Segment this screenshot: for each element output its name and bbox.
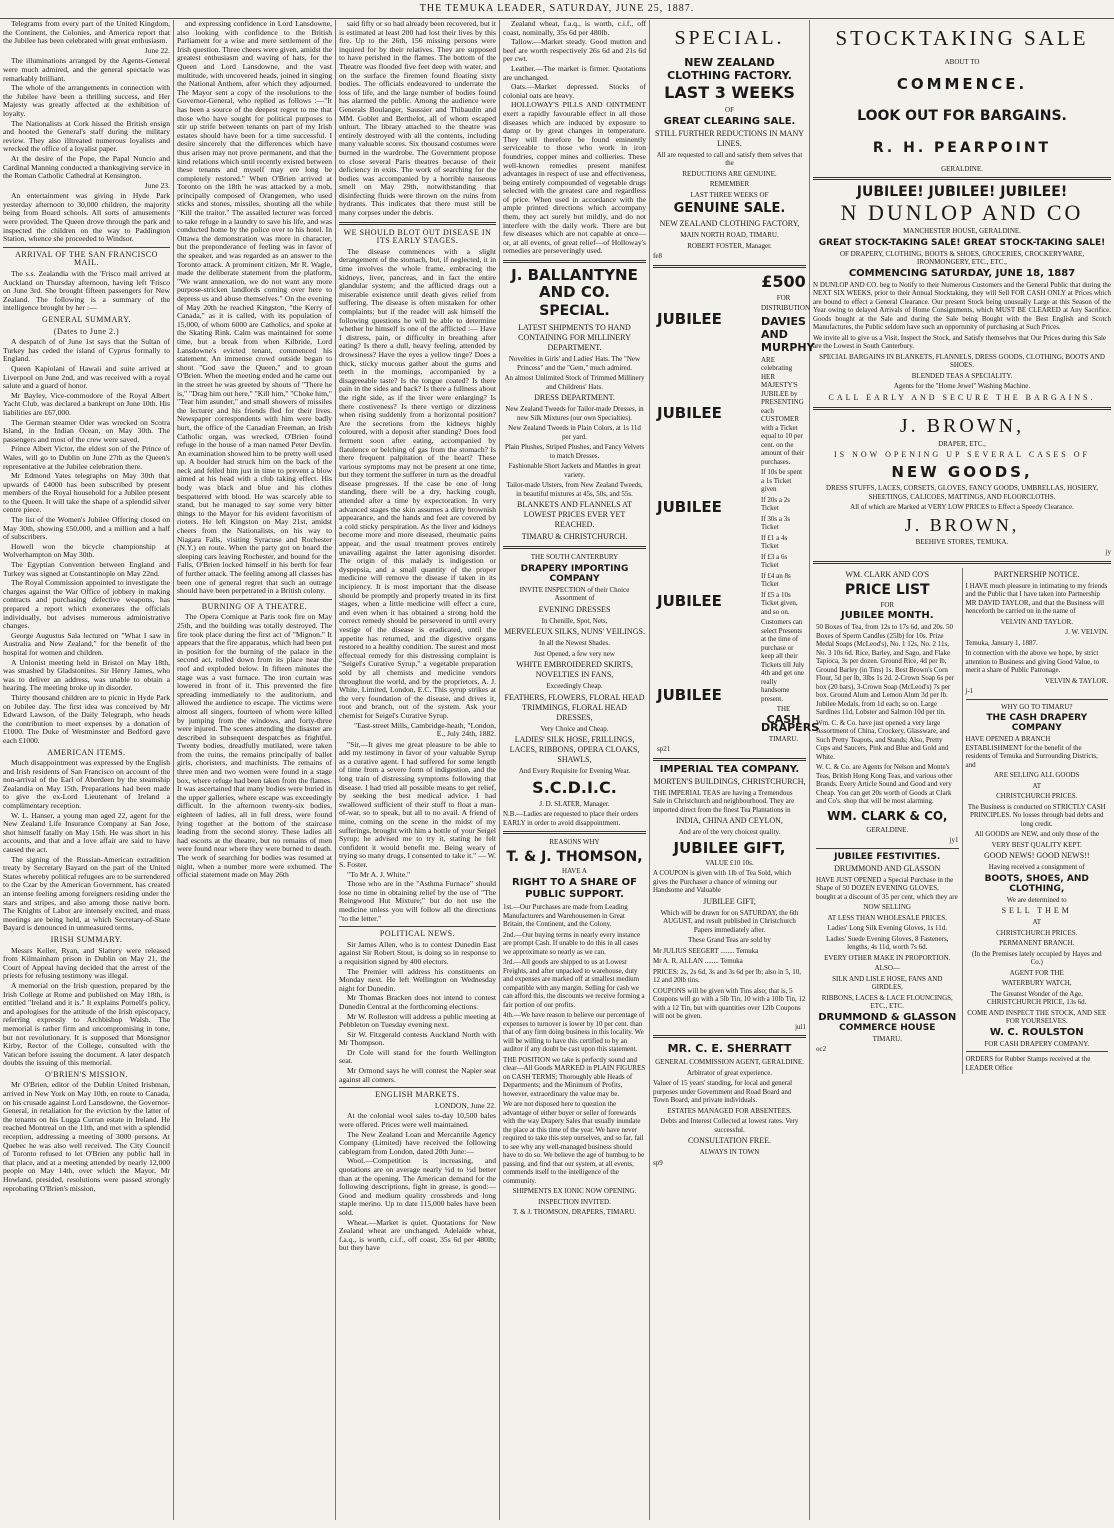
advert-heading: JUBILEE MONTH. [840, 610, 934, 621]
advert-heading: GENUINE SALE. [673, 201, 786, 216]
advert-line: Fashionable Short Jackets and Mantles in great variety. [508, 462, 641, 479]
news-paragraph: Tallow.—Market steady. Good mutton and beef are worth respectively 26s 6d and 21s 6d per cwt. [503, 37, 646, 64]
advert-line: J. D. SLATER, Manager. [539, 799, 610, 808]
advert-line: VALUE £10 10s. [705, 858, 754, 867]
news-paragraph: Mr Edmond Yates telegraphs on May 30th that upwards of £4000 has been subscribed by present members of the Royal household for a Jubilee present to the Queen. It will take the shape of a splendid silver centre piece. [3, 471, 170, 515]
ticket-line: If £1 a 4s Ticket [761, 533, 788, 550]
advert-line: FOR [776, 293, 791, 302]
news-paragraph: Wheat.—Market is quiet. Quotations for New Zealand wheat are unchanged. Adelaide wheat, f.a.q., is worth, c.i.f., off coast, 35s 6d per 480lb; but they have [339, 1217, 496, 1253]
news-paragraph: Mr Thomas Bracken does not intend to contest Dunedin Central at the forthcoming elections. [339, 993, 496, 1011]
advert-line: An almost Unlimited Stock of Trimmed Millinery and Childrens' Hats. [504, 374, 645, 391]
news-column-3 [336, 20, 500, 1520]
advert-line: INVITE INSPECTION of their Choice Assortment of [519, 585, 630, 603]
south-canterbury-advertisement [503, 553, 646, 827]
advert-code: j-1 [965, 687, 974, 695]
advert-title: W. C. ROULSTON [989, 1026, 1084, 1038]
advert-heading: CASH DRAPERS [761, 712, 820, 734]
news-paragraph: A Unionist meeting held in Bristol on May 18th, was smashed by Gladstonites. Sir Henry James, who was to deliver an address, was unable to obtain a hearing. The meeting broke up in disorder. [3, 657, 170, 693]
news-paragraph: The New Zealand Loan and Mercantile Agency Company (Limited) have received the following cablegram from London, dated 20th June:— [339, 1129, 496, 1156]
advert-line: VELVIN AND TAYLOR. [1000, 617, 1073, 626]
jubilee-banner [657, 272, 757, 742]
advert-line: Very Choice and Cheap. [540, 724, 609, 733]
advert-line: I HAVE much pleasure in intimating to my friends and the Public that I have taken into Partnership MR DAVID TAYLOR, and that the Business will henceforth be carried on in the name of [965, 581, 1108, 615]
advert-line: CHRISTCHURCH PRICES. [996, 792, 1078, 800]
news-paragraph: The s.s. Zealandia with the 'Frisco mail arrived at Auckland on Thursday afternoon, having left 'Frisco on June 3rd. She brought fifteen passengers for New Zealand. The following is a summary of the intelligence brought by her :— [3, 269, 170, 313]
news-paragraph: Messrs Keller, Ryan, and Slattery were released from Kilmainham prison in Dublin on May 21, the Court of Appeal having decided that the arrest of the priests for refusing testimony was illegal. [3, 945, 170, 981]
stocktaking-advertisement [813, 20, 1111, 173]
section-heading: AMERICAN ITEMS. [47, 747, 126, 757]
advert-line: Wm. C. & Co. have just opened a very large Assortment of China, Crockery, Glassware, and Such Pretty Teapots, and Stands; Also, Pretty Cups and Saucers, Pink and Blue and Gold and White. [816, 718, 950, 761]
news-paragraph: Mr O'Brien, editor of the Dublin United Irishman, arrived in New York on May 10th, en route to Canada, on his crusade against Lord Lansdowne, the Governor-General, in retaliation for the eviction by the latter of the tenants on his Lugga Curran estate in Ireland. He reached Montreal on the 11th, and met with a splendid reception, addressing a meeting of 3000 persons. At Quebec he was also well received. The City Council of Toronto refused to let O'Brien any public hall in that place, and at a meeting attended by nearly 12,000 people on May 14th, over which the Mayor, Mr Howland, presided, resolutions were passed strongly reprobating O'Brien's mission, [3, 1080, 170, 1193]
advert-code: jy [1105, 548, 1111, 556]
news-paragraph: Sir James Allen, who is to contest Dunedin East against Sir Robert Stout, is doing so in response to a requisition signed by 400 electors. [339, 939, 496, 966]
divider [177, 599, 332, 600]
advert-line: PERMANENT BRANCH. [999, 939, 1075, 947]
festivities-advertisement [816, 852, 959, 1054]
divider [653, 1035, 806, 1038]
advert-line: ROBERT FOSTER, Manager. [687, 241, 772, 250]
section-heading: ARRIVAL OF THE SAN FRANCISCO MAIL. [15, 249, 158, 268]
news-paragraph: A memorial on the Irish question, prepared by the Irish College at Rome and published on May 18th, is entitled "Ireland and it is." It explains Pornell's policy, and apologises for the attitude of the Irish episcopacy, referring expressly to Archbishop Walsh. The memorial is rather firm and uncompromising in tone, but not revolutionary. It is supposed that Monsignor Kirby, Rector of the College, consulted with the Vatican before issuing the document. A later despatch doubts the issuing of this memorial. [3, 980, 170, 1068]
advert-line: DRESS STUFFS, LACES, CORSETS, GLOVES, FANCY GOODS, UMBRELLAS, HOSIERY, SHEETINGS, CALICOES, MATTINGS, AND FLOORCLOTHS. [826, 484, 1098, 501]
advert-line: WM. CLARK AND CO'S [845, 569, 930, 579]
imperial-tea-advertisement [653, 765, 806, 1032]
news-paragraph: The disease commences with a slight derangement of the stomach, but, if neglected, it in time involves the whole frame, embracing the kidneys, liver, pancreas, and in fact the entire glandular system; and the afflicted drags out a miserable existence until death gives relief from suffering. The disease is often mistaken for other complaints; but if the reader will ask himself the following questions he will be able to determine whether he himself is one of the afflicted :— Have I distress, pain, or difficulty in breathing after eating? Is there a dull, heavy feeling, attended by drowsiness? Have the eyes a yellow tinge? Does a thick, sticky mucous gather about the gums and teeth in the mornings, accompanied by a disagreeable taste? Is the tongue coated? Is there pain in the sides and back? Is there a fullness about the right side, as if the liver were enlarging? Is there costiveness? Is there vertigo or dizziness when rising suddenly from a horizontal position? Are the secretions from the kidneys highly coloured, with a deposit after standing? Does food ferment soon after eating, accompanied by flatulence or belching of gas from the stomach? Is there frequent palpitation of the heart? These various symptoms may not be present at one time, but they torment the sufferer in turn as the dreadful disease progresses. If the case be one of long standing, there will be a dry, hacking cough, attended after a time by expectoration. In very advanced stages the skin assumes a dirty brownish appearance, and the hands and feet are covered by a cold sticky perspiration. As the liver and kidneys become more and more diseased, rheumatic pains appear, and the usual treatment proves entirely unavailing against the latter agonising disorder. The origin of this malady is indigestion or dyspepsia, and a small quantity of the proper medicine will remove the disease if taken in its incipiency. It is most important that the disease should be promptly and properly treated in its first stages, when a little medicine will effect a cure, and even when it has obtained a strong hold the correct remedy should be persevered in until every vestige of the disease is eradicated, until the appetite has returned, and the digestive organs restored to a healthy condition. The surest and most effectual remedy for this distressing complaint is "Seigel's Curative Syrup," a vegetable preparation sold by all chemists and medicine vendors throughout the world, and by the proprietors, A. J. White, Limited, London, E.C. This syrup strikes at the very foundation of the disease, and drives it, root and branch, out of the system. Ask your chemist for Seigel's Curative Syrup. [339, 246, 496, 720]
advert-line: Debts and Interest Collected at lowest rates. Very successful. [660, 1117, 799, 1134]
advert-line: PRICES: 2s, 2s 6d, 3s and 3s 6d per lb; also in 5, 10, 12 and 20lb tins. [653, 967, 801, 984]
divider [3, 247, 170, 248]
advert-line: W. C. & Co. are Agents for Nelson and Monte's Teas, British Hong Kong Teas, and various other Brands. Every Article Sound and Good and very Cheap. You can get 20s worth of Goods at Clark and Co's. shop that will be most alarming. [816, 763, 953, 805]
advert-line: HAVE A [562, 866, 587, 875]
news-paragraph: A despatch of of June 1st says that the Sultan of Turkey has ceded the island of Cyprus formally to England. [3, 337, 170, 364]
news-paragraph: Those who are in the "Asthma Furnace" should lose no time in obtaining relief by the use of "The Reingwood Hut Mixture;" but do not use the medicine unless you will follow all the directions "to the letter." [339, 879, 496, 923]
advert-line: HAVE OPENED A BRANCH ESTABLISHMENT for the benefit of the residents of Temuka and Surrounding Districts, and [965, 735, 1098, 769]
advert-line: ARE celebrating HER MAJESTY'S JUBILEE by PRESENTING each CUSTOMER with a Ticket equal to 10 per cent. on the amount of their purchases. [761, 355, 805, 466]
news-paragraph: The whole of the arrangements in connection with the Jubilee have been a thrilling success, and Her Majesty was greatly affected at the exhibition of loyalty. [3, 83, 170, 118]
section-heading: WE SHOULD BLOT OUT DISEASE IN ITS EARLY STAGES. [343, 227, 492, 246]
advert-title: IMPERIAL TEA COMPANY. [659, 763, 800, 775]
advert-line: BLANKETS AND FLANNELS AT LOWEST PRICES EVER YET REACHED. [517, 500, 632, 530]
advert-title: STOCKTAKING SALE [835, 26, 1089, 50]
advert-line: REASONS WHY [549, 838, 600, 847]
news-paragraph: The list of the Women's Jubilee Offering closed on May 30th, showing £50,000, and a million and a half of subscribers. [3, 515, 170, 542]
news-paragraph: said fifty or so had already been recovered, but it is estimated at least 200 had lost their lives by this fire. Up to the 26th, 156 missing persons were inquired for by their relatives. They are supposed to have perished in the flames. The bottom of the Theatre was flooded five feet deep with water, and on the surface the firemen found floating sixty bodies. The officials endeavored to underrate the loss of life, and the large number of bodies found has alarmed the public. Among the audience were Generals Boulanger, Saussier and Thibaudin and MM. Goblet and Berthelot, all of whom escaped unhurt. The library attached to the theatre was entirely destroyed with all the contents, including many valuable scores. Six thousand costumes were burned in the wardrobe. The Government propose to close several Paris theatres because of their deficiency in exits. The work of searching for the bodies was accompanied by a horrible nauseous smell on May 29th, notwithstanding that disinfecting fluids were thrown on the ruins from hydrants. This indicates that there must still be many corpses under the debris. [339, 19, 496, 218]
column-6-7 [810, 20, 1114, 1520]
cash-drapery-advertisement [966, 703, 1109, 1073]
divider [813, 177, 1111, 180]
news-column-2 [174, 20, 336, 1520]
thomson-advertisement [503, 838, 646, 1217]
advert-line: Valuer of 15 years' standing, for local and general purposes under Government and Road Board and Town Board, and private individuals. [653, 1079, 793, 1104]
advert-line: INSPECTION INVITED. [538, 1197, 611, 1206]
advert-line: GERALDINE. [866, 825, 909, 834]
advert-line: Having received a consignment of [988, 863, 1085, 871]
advert-line: NEW ZEALAND CLOTHING FACTORY, [659, 219, 800, 228]
advert-line: AT LESS THAN WHOLESALE PRICES. [827, 913, 947, 922]
advert-line: GERALDINE. [941, 164, 983, 173]
advert-title: S.C.D.I.C. [532, 777, 617, 797]
advert-title: T. & J. THOMSON, [506, 848, 643, 865]
advert-line: Ladies' Long Silk Evening Gloves, 1s 11d. [827, 924, 948, 932]
news-paragraph: Sir W. Fitzgerald contests Auckland North with Mr Thompson. [339, 1029, 496, 1048]
advert-line: All are requested to call and satisfy them selves that the [656, 150, 803, 167]
column-4 [500, 20, 650, 1520]
divider [503, 546, 646, 549]
advert-title: SPECIAL. [674, 27, 785, 49]
advert-line: IS NOW OPENING UP SEVERAL CASES OF [834, 450, 1090, 459]
advert-heading: LAST 3 WEEKS [664, 83, 795, 102]
advert-line: ARE SELLING ALL GOODS [994, 771, 1080, 779]
divider [339, 222, 496, 225]
advert-code: sp21 [657, 745, 671, 753]
market-report [503, 20, 646, 256]
clark-advertisement [816, 570, 959, 845]
advert-heading: NEW GOODS, [891, 463, 1033, 481]
dateline: June 23. [144, 180, 170, 190]
ticket-line: If 20s a 2s Ticket [761, 495, 790, 512]
advert-line: WHY GO TO TIMARU? [1001, 702, 1073, 711]
news-paragraph: The Premier will address his constituents on Monday next. He left Wellington on Wednesday night for Dunedin. [339, 966, 496, 993]
advert-title: J. BALLANTYNE [511, 266, 638, 285]
news-paragraph: Wool.—Competition is increasing, and quotations are on average nearly ¼d to ½d better than at the opening. The American demand for the following descriptions, fight in grease, is good:—Good and medium quality crossbreds and long staple merino. Up to date 115,000 bales have been sold. [339, 1156, 496, 1217]
news-paragraph: The Royal Commission appointed to investigate the charges against the War Office of jobbery in making contracts and purchasing defective weapons, has prepared a report which exonerates the officials individually, but advises numerous administrative changes. [3, 578, 170, 631]
advert-line: THE SOUTH CANTERBURY [530, 553, 619, 562]
jubilee-word: JUBILEE [657, 591, 722, 610]
advert-line: 3rd.—All goods are shipped to us at Lowest Freights, and after unpacked to warehouse, duty and expenses are marked off at smallest medium compatible with any margin. Selling for cash we can afford this, the discounts we receive forming a fair portion of our profits. [503, 958, 645, 1009]
advert-line: Exceedingly Cheap. [546, 682, 603, 691]
advert-line: BEEHIVE STORES, TEMUKA. [915, 537, 1009, 546]
advert-heading: JUBILEE! JUBILEE! JUBILEE! [856, 184, 1068, 200]
advert-line: SHIPMENTS EX IONIC NOW OPENING. [512, 1187, 637, 1196]
letter-address: "East-street Mills, Cambridge-heath, "London, E., July 24th, 1882. [353, 720, 496, 739]
divider [339, 1087, 496, 1088]
advert-line: N.B.—Ladies are requested to place their orders EARLY in order to avoid disappointment. [503, 810, 639, 827]
advert-line: OF [725, 106, 734, 114]
advert-line: Temuka, January 1, 1887. [965, 638, 1038, 647]
advert-line: Ladies' Suede Evening Gloves, 8 Fasteners, lengths, 4s 11d, worth 7s 6d. [826, 934, 949, 951]
brown-advertisement [813, 414, 1111, 557]
advert-line: MAIN NORTH ROAD, TIMARU. [680, 231, 779, 239]
advert-line: 2nd.—Our buying terms in nearly every instance are prompt Cash. If unable to do this in all cases we approximate so nearly as we can. [503, 930, 641, 956]
agent-line: Mr A. R. ALLAN ........ Temuka [653, 957, 743, 965]
advert-title: J. BROWN, [899, 414, 1025, 437]
advert-line: MERVELEUX SILKS, NUNS' VEILINGS. [504, 627, 645, 637]
advert-line: SPECIAL BARGAINS IN BLANKETS, FLANNELS, DRESS GOODS, CLOTHING, BOOTS AND SHOES. [819, 352, 1105, 369]
advert-line: BLENDED TEAS A SPECIALITY. [911, 371, 1013, 380]
advert-title: PARTNERSHIP NOTICE. [993, 569, 1080, 579]
ticket-line: If 30s a 3s Ticket [761, 514, 790, 531]
advert-line: We invite all to give us a Visit, Inspect the Stock, and Satisfy themselves that Our Prices during this Sale are the Lowest in South Canterbury. [813, 333, 1107, 350]
advert-code: fe8 [653, 252, 662, 260]
advert-title: J. BROWN, [904, 514, 1020, 535]
advert-line: All of which are Marked at VERY LOW PRICES to Effect a Speedy Clearance. [850, 503, 1074, 511]
advert-code: jy1 [949, 836, 959, 844]
news-paragraph: Telegrams from every part of the United Kingdom, the Continent, the Colonies, and America report that the Jubilee has been celebrated with great enthusiasm. [3, 19, 170, 46]
advert-line: ABOUT TO [944, 58, 980, 66]
advert-line: A COUPON is given with 1lb of Tea Sold, which gives the Purchaser a chance of winning our Handsome and Valuable [653, 869, 792, 894]
dateline: June 22. [144, 45, 170, 55]
advert-line: EVERY OTHER MAKE IN PROPORTION. [824, 953, 951, 962]
news-paragraph: The illuminations arranged by the Agents-General were much admired, and the general spectacle was remarkably brilliant. [3, 56, 170, 83]
advert-line: The Greatest Wonder of the Age, CHRISTCHURCH PRICE, 13s 6d. [987, 989, 1087, 1006]
news-paragraph: HOLLOWAY'S PILLS AND OINTMENT exert a rapidly favourable effect in all those diseases which are induced by exposure to damp or by great changes in temperature. They will therefore be found eminently serviceable to those who work in iron foundries, copper mines and collieries. These well-known remedies present manifest advantages in respect of use and effectiveness, being entirely compounded of vegetable drugs selected with the greatest care and regardless of price. When used in accordance with the ample printed directions which accompany them, they act surely but mildly, and do not interfere with the daily work. There are but few diseases which are not capable at once—or, at all events, of great relief—of Holloway's remedies are perseveringly used. [503, 100, 646, 256]
advert-line: TIMARU & CHRISTCHURCH. [521, 532, 628, 542]
advert-line: VERY BEST QUALITY KEPT. [991, 840, 1082, 849]
jubilee-word: JUBILEE [657, 403, 722, 422]
advert-heading: DAVIES AND MURPHY [761, 314, 815, 354]
advert-line: Plain Plushes, Striped Plushes, and Fancy Velvets to match Dresses. [504, 443, 645, 460]
advert-line: DRUMMOND AND GLASSON [834, 863, 941, 873]
advert-line: COME AND INSPECT THE STOCK, AND SEE FOR YOURSELVES. [967, 1008, 1107, 1025]
advert-line: New Zealand Tweeds for Tailor-made Dresses, in new Silk Mixtures (our own Specialties). [505, 405, 644, 422]
advert-heading: GREAT CLEARING SALE. [663, 115, 796, 127]
news-paragraph: and expressing confidence in Lord Lansdowne, also looking with confidence to the British Parliament for a wise and mere settlement of the Irish question. Three cheers were given, amidst the greatest enthusiasm and waving of hats, for the Queen and Lord Lansdowne, and the vast multitude, with uncovered heads, joined in singing the National Anthem, after which they adjourned. The Mayor sent a copy of the resolutions to the Governor-General, who replied as follows :—"It has been a source of the deepest regret to me that those who have sought for political purposes to stir up strife between tenants on part of my Irish estates should have been for a time successful. I desire sincerely that the differences which have thus arisen may not prove permanent, and that the kind relations which until recently existed between these tenants and myself may ere long be completely restored." When O'Brien arrived at Toronto on the 18th he was attacked by a mob, principally composed of Orangemen, who used sticks and stones, missiles, shouting all the while "Kill the traitor." The assailed lecturer was forced to take refuge in a laundry to save his life, and was conducted home by the police over to his hotel. In Ottawa the demonstration was more in character, but the preponderance of feeling was in favor of the speaker, and was regarded as an answer to the Toronto attack. A prominent citizen, Mr R. Wagle, made the deliberate statement from the platform, "We want annexation, we do not want any more purpose-stricken landlords coming over here to depress us and abuse themselves." On the evening of May 20th he reached Kingston, "the Kerry of Canada," as it is called, with its population of 15,000, of whom 6000 are Catholics, and spoke at the Skating Rink. Calm was maintained for some time, but a break from when Kilbride, Lord Lansdowne's evicted tenant, commenced his statement. An immense crowd outside began to shout "God save the Queen," and to groan O'Brien. When the meeting ended and he came out in the street he was greeted by shouts of "There he is," "Drag him out here," "Kill him," "Choke him," "Tear him asunder," and small showers of missiles the lecturer and his friends fled for their lives. Newspaper correspondents with him were badly hurt, the office of the Canadian Freeman, an Irish Catholic organ, was wrecked, O'Brien found refuge in the house of a man named Peter Devlin. An examination showed him to be pretty well used up. A boulder had struck him on the back of the neck and felled him just in time to prevent a blow aimed at his head with a club taking effect. His body was black and blue and his clothes bespattered with blood. He was scarcely able to stand, but he managed to say some very bitter things to the Mayor for his evident favoritism of rioters. He left Kingston on May 21st, amidst cheers from the Nationalists, on his way to Niagara Falls, visiting Syracuse and Rochester (N.Y.) en route. When the party got on board the sleeping cars leaving Rochester, and bound for the Falls, O'Brien locked himself in his berth for fear of further attack. The feeling among all classes has been one of general regret that such an outrage should have been perpetrated in a British colony. [177, 19, 332, 596]
advert-line: Which will be drawn for on SATURDAY, the 6th AUGUST, and result published in Christchurch Papers immediately after. [660, 908, 799, 934]
section-heading: GENERAL SUMMARY. [42, 315, 131, 324]
advert-title: PRICE LIST [844, 581, 930, 598]
advert-line: N DUNLOP AND CO. beg to Notify to their Numerous Customers and the General Public that during the NEXT SIX WEEKS, prior to their Annual Stocktaking, they will Sell FOR CASH ONLY at Prices which are bound to effect a General Clearance. Our present Stock being unusually Large at this Season of the Year owing to delayed Arrivals of Home Consignments, which MUST BE CLEARED at Any Sacrifice. Goods bought at the Sale and during the Sale being Bought with the Best English and Scotch Manufactures, the Public seldom have such an opportunity of purchasing at Such Prices. [813, 280, 1111, 331]
clothing-factory-advertisement [653, 20, 806, 261]
news-column-1 [0, 20, 174, 1520]
advert-line: THE IMPERIAL TEAS are having a Tremendous Sale in Christchurch and neighbourhood. They are imported direct from the finest Tea Plantations in [653, 788, 795, 814]
jubilee-word: JUBILEE [657, 497, 722, 516]
advert-line: FOR [880, 600, 895, 609]
advert-line: GENERAL COMMISSION AGENT, GERALDINE. [655, 1058, 804, 1066]
advert-line: Agents for the "Home Jewel" Washing Machine. [893, 382, 1031, 390]
agent-line: Mr JULIUS SEEGERT ........ Temuka [653, 946, 759, 955]
divider [339, 926, 496, 927]
advert-line: CONSULTATION FREE. [687, 1136, 772, 1145]
advert-line: HAVE JUST OPENED a Special Purchase in the Shape of 50 DOZEN EVENING GLOVES, bought at a discount of 35 per cent, which they are [816, 875, 958, 901]
advert-line: In connection with the above we hope, by strict attention to Business and giving Good Value, to merit a share of Public Patronage. [965, 649, 1100, 674]
divider [653, 758, 806, 761]
advert-line: ESTATES MANAGED FOR ABSENTEES. [667, 1106, 792, 1115]
advert-line: T. & J. THOMSON, DRAPERS, TIMARU. [513, 1208, 636, 1217]
advert-title: WM. CLARK & CO, [827, 808, 948, 823]
advert-heading: R. H. PEARPOINT [872, 139, 1052, 156]
advert-heading: DRESS DEPARTMENT. [534, 393, 615, 403]
advert-line: LAST THREE WEEKS OF [690, 190, 769, 199]
advert-heading: COMMENCING SATURDAY, JUNE 18, 1887 [848, 267, 1076, 279]
advert-line: WATERBURY WATCH, [1001, 979, 1072, 987]
dunlop-advertisement [813, 184, 1111, 403]
advert-code: sp9 [653, 1158, 663, 1167]
advert-line: All GOODS are NEW, and only those of the [974, 830, 1099, 838]
ballantyne-advertisement [503, 267, 646, 542]
advert-line: THE [776, 705, 791, 713]
advert-line: 50 Boxes of Tea, from 12s to 17s 6d, and 20s. 50 Boxes of Sperm Candles (25lb) for 10s. Prize Medal Soaps (McLeod's), No. 1 12s, No. 2 11s, No. 3 10s 6d. Rice, Barley, and Sago, and Flake Tapioca, 3s per dozen. Ground Rice, 4d per lb, Ground Barley (in Tins) 1s. Best Brown's Corn Flour, 5d per lb, 3lbs 1s 2d. 2-Crown Soap 6s per box (20 bars), 3-Crown Soap (McLeod's) 7s per box. Ground Alum and Lemon Alum 3d per lb. Jubilee Medals, from 1d each; so on. Large Sardines 11d, Lobster and Salmon 10d per tin. [816, 623, 954, 716]
news-paragraph: At the colonial wool sales to-day 10,500 bales were offered. Prices were well maintained. [339, 1111, 496, 1130]
dateline: LONDON, June 22. [434, 1100, 496, 1110]
divider [966, 699, 1109, 700]
divider [813, 407, 1111, 410]
advert-heading: COMMENCE. [896, 74, 1028, 93]
news-paragraph: Leather.—The market is firmer. Quotations are unchanged. [503, 63, 646, 82]
news-paragraph: The Nationalists at Cork hissed the British ensign and hooted the General's staff during the military review. They also illtreated numerous loyalists and wrecked the office of a loyalist paper. [3, 118, 170, 154]
news-paragraph: Howell won the bicycle championship at Wolverhampton on May 30th. [3, 541, 170, 560]
advert-line: 1st.—Our Purchases are made from Leading Manufacturers and Warehousemen in Great Britain, the Continent, and the Colony. [503, 903, 628, 929]
advert-line: TIMARU. [768, 734, 799, 743]
advert-line: TIMARU. [872, 1034, 902, 1043]
advert-code: jul1 [795, 1022, 806, 1031]
advert-line: DRAPER, ETC., [938, 439, 986, 448]
two-column-ads [813, 568, 1111, 1075]
advert-line: SILK AND LISLE HOSE, FANS AND GIRDLES, [832, 974, 943, 991]
advert-line: AGENT FOR THE [1009, 968, 1064, 977]
advert-line: AT [1032, 781, 1042, 790]
section-heading: O'BRIEN'S MISSION. [44, 1069, 128, 1079]
news-paragraph: The Egyptian Convention between England and Turkey was signed at Constantinople on May 22nd. [3, 560, 170, 578]
sherratt-advertisement [653, 1042, 806, 1167]
news-paragraph: At the desire of the Pope, the Papal Nuncio and Cardinal Manning conducted a thanksgiving service in the Roman Catholic Cathedral at Kensington. [3, 153, 170, 181]
advert-line: ORDERS for Rubber Stamps received at the LEADER Office [965, 1055, 1091, 1072]
news-paragraph: George Augustus Sala lectured on "What I saw in Australia and New Zealand," for the benefit of the hospital for women and children. [3, 630, 170, 657]
advert-line: FOR CASH DRAPERY COMPANY. [984, 1039, 1090, 1048]
section-subheading: (Dates to June 2.) [53, 326, 120, 336]
news-paragraph: Oats.—Market depressed. Stocks of colonial oats are heavy. [503, 82, 646, 100]
advert-signature: J. W. VELVIN. [1065, 628, 1108, 636]
section-heading: BURNING OF A THEATRE. [201, 601, 308, 611]
news-paragraph: Dr Cole will stand for the fourth Wellington seat. [339, 1047, 496, 1066]
divider [816, 848, 959, 849]
advert-line: CALL EARLY AND SECURE THE BARGAINS. [828, 392, 1096, 402]
advert-line: STILL FURTHER REDUCTIONS IN MANY LINES. [655, 128, 804, 148]
advert-line: And Every Requisite for Evening Wear. [518, 767, 631, 776]
advert-line: In Chenille, Spot, Nets, [541, 616, 608, 625]
advert-heading: GOOD NEWS! GOOD NEWS!! [983, 851, 1090, 860]
news-paragraph: The German steamer Oder was wrecked on Scotra Island, in the Indian Ocean, on May 30th. The passengers and most of the crew were saved. [3, 417, 170, 444]
news-paragraph: W. L. Hanser, a young man aged 22, agent for the New Zealand Life Insurance Company at San Jose, shot himself fatally on May 15th. He was short in his accounts, and that and a love affair are said to have caused the act. [3, 810, 170, 855]
advert-heading: BOOTS, SHOES, AND CLOTHING, [984, 873, 1089, 894]
advert-line: In all the Newest Shades. [539, 639, 610, 648]
advert-title: DRUMMOND & GLASSON [818, 1011, 957, 1023]
advert-line: And are of the very choicest quality. [678, 828, 781, 836]
jubilee-distribution-advertisement [653, 271, 820, 754]
advert-line: MORTEN'S BUILDINGS, CHRISTCHURCH, [653, 776, 806, 786]
ticket-line: If 10s be spent a 1s Ticket given [761, 468, 803, 493]
news-paragraph: Thirty thousand children are to picnic in Hyde Park on Jubilee day. The first idea was conceived by Mr Edward Lawson, of the Daily Telegraph, who heads the contribution to meet expenses by a donation of £1000. The Duke of Westminster and Bedford gave each £1000. [3, 692, 170, 745]
advert-line: Tailor-made Ulsters, from New Zealand Tweeds, in beautiful mixtures at 45s, 50s, and 55s. [506, 481, 643, 498]
advert-line: FEATHERS, FLOWERS, FLORAL HEAD TRIMMINGS, FLORAL HEAD DRESSES, [504, 692, 645, 722]
news-paragraph: Queen Kapiolani of Hawaii and suite arrived at Liverpool on June 2nd, and was received with a royal salute and a guard of honor. [3, 363, 170, 391]
divider [966, 1051, 1109, 1052]
advert-heading: GREAT STOCK-TAKING SALE! GREAT STOCK-TAKING SALE! [818, 237, 1106, 248]
news-paragraph: "Sir,—It gives me great pleasure to be able to add my testimony in favor of your valuable Syrup as a curative agent. I had suffered for some length of time from a severe form of indigestion, and the long train of distressing symptoms following that disease. I had tried all possible means to get relief, by seeking the best medical advice. I had swallowed sufficient of their stuff to float a man-of-war, so to speak, but all to no avail. A friend of mine, coming on the scene in the midst of my sufferings, brought with him a bottle of your Seigel Syrup; he advised me to try it, stating he felt confident it would benefit me. Being weary of trying so many drugs, I consented to take it." — W. S. Foster. [339, 739, 496, 869]
advert-line: CHRISTCHURCH PRICES. [996, 928, 1078, 937]
advert-title: DRAPERY IMPORTING COMPANY [520, 563, 629, 584]
masthead: THE TEMUKA LEADER, SATURDAY, JUNE 25, 1887. [0, 0, 1114, 19]
section-heading: ENGLISH MARKETS. [375, 1090, 460, 1100]
divider [813, 561, 1111, 564]
news-paragraph: An entertainment was giving in Hyde Park yesterday afternoon to 30,000 children, the majority being from Board schools. All sorts of amusements were provided. The Queen drove through the park and inspected the children on the way to Paddington Station, whence she proceeded to Windsor. [3, 191, 170, 244]
advert-heading: RIGHT TO A SHARE OF PUBLIC SUPPORT. [512, 877, 637, 901]
advert-line: RIBBONS, LACES & LACE FLOUNCINGS, ETC., ETC. [821, 993, 953, 1010]
advert-heading: NEW ZEALAND CLOTHING FACTORY. [667, 56, 792, 82]
right-ads [963, 568, 1112, 1075]
divider [653, 265, 806, 268]
advert-heading: COMMERCE HOUSE [839, 1022, 936, 1033]
advert-line: WHITE EMBROIDERED SKIRTS, NOVELTIES IN FANS, [516, 660, 633, 680]
advert-line: OF DRAPERY, CLOTHING, BOOTS & SHOES, GROCERIES, CROCKERYWARE, IRONMONGERY, ETC., ETC., [839, 249, 1085, 266]
advert-line: NOW SELLING [863, 903, 911, 911]
advert-line: DISTRIBUTION [761, 304, 810, 312]
news-paragraph: Mr W. Rolleston will address a public meeting at Pebbleton on Tuesday evening next. [339, 1011, 496, 1030]
jubilee-word: JUBILEE [657, 309, 722, 328]
advert-line: Arbitrator of great experience. [686, 1068, 773, 1077]
advert-title: JUBILEE FESTIVITIES. [834, 851, 941, 862]
advert-line: REDUCTIONS ARE GENUINE. [682, 169, 777, 178]
advert-title: N DUNLOP AND CO [840, 200, 1084, 225]
advert-line: THE POSITION we take is perfectly sound and clear—All Goods MARKED in PLAIN FIGURES on CASH TERMS; Thoroughly able Heads of Departments; and the Minimum of Profits, however, extraordinary the value may be. [503, 1055, 646, 1098]
jubilee-word: JUBILEE [657, 685, 722, 704]
advert-line: AT [1032, 918, 1042, 926]
news-paragraph: "To Mr A. J. White." [347, 869, 411, 879]
column-5 [650, 20, 820, 1520]
divider [503, 260, 646, 263]
advert-title: AND CO. [539, 283, 610, 302]
advert-line: Just Opened, a few very new [534, 649, 615, 658]
advert-line: SELL THEM [1001, 906, 1072, 915]
ticket-line: If £4 an 8s Ticket [761, 571, 791, 588]
news-paragraph: Zealand wheat, f.a.q., is worth, c.i.f., off coast, nominally, 35s 6d per 480lb. [503, 19, 646, 37]
news-paragraph: Prince Albert Victor, the eldest son of the Prince of Wales, will go to Dublin on June 27th as the Queen's representative at the Jubilee celebration there. [3, 444, 170, 471]
advert-title: £500 [761, 271, 806, 291]
ticket-line: If £5 a 10s Ticket given, and so on. [761, 590, 798, 616]
ticket-line: If £3 a 6s Ticket [761, 552, 788, 569]
advert-line: REMEMBER [709, 180, 750, 188]
news-paragraph: The signing of the Russian-American extradition treaty by Secretary Bayard on the part of the United States whereby political refugees are to be surrendered to the Czar by the American Government, has created an intense feeling among foreigners residing under the stars and stripes, and also among those native born. The Knights of Labor are intensely excited, and mass meetings are being held, at which Secretary-of-State Bayard is denounced in unmeasured terms. [3, 854, 170, 933]
advert-line: New Zealand Tweeds in Plain Colors, at 1s 11d per yard. [508, 424, 641, 441]
advert-line: (In the Premises lately occupied by Hayes and Co.) [971, 949, 1102, 966]
advert-code: oc2 [816, 1045, 827, 1053]
advert-line: The Business is conducted on STRICTLY CASH PRINCIPLES. No losses through bad debts and long credit. [967, 802, 1106, 828]
advert-line: We are determined to [1006, 895, 1067, 904]
advert-heading: LOOK OUT FOR BARGAINS. [857, 107, 1067, 124]
news-paragraph: Much disappointment was expressed by the English and Irish residents of San Francisco on account of the non-arrival of the Earl of Aberdeen by the steamship Zealandia on May 15th. Preparations had been made to give the ex-Lord Lieutenant of Ireland a complimentary reception. [3, 758, 170, 811]
advert-line: We are not disposed here to question the advantage of either buyer or seller of forewards with the way Drapery Sales that usually inundate the place at this time of the year. We have never required to take this step ourselves, and so far, fail to see why any well-managed business should have to do so. We believe the age of humbug to be passing, and find that our system, at all events, commends itself to the intelligence of the community. [503, 1100, 645, 1185]
advert-title: THE CASH DRAPERY COMPANY [986, 713, 1088, 733]
advert-line: 4th.—We have reason to believe our percentage of expenses to turnover is lower by 10 per cent. than that of any firm doing business in this locality. We will be willing to have this certified to by an auditor if any doubt be cast upon this statement. [503, 1011, 645, 1054]
advert-line: LADIES' SILK HOSE, FRILLINGS, LACES, RIBBONS, OPERA CLOAKS, SHAWLS, [509, 735, 640, 765]
left-ads [813, 568, 963, 1075]
news-paragraph: Mr Bayley, Vice-commodore of the Royal Albert Yacht Club, was declared a bankrupt on June 10th. His liabilities are £67,000. [3, 390, 170, 417]
advert-line: COUPONS will be given with Tins also; that is, 5 Coupons will go with a 5lb Tin, 10 with a 10lb Tin, 12 with a 12 Tin, but with quantities over 12lb Coupons will not be given. [653, 986, 806, 1020]
advert-line: EVENING DRESSES [538, 604, 611, 614]
advert-line: ALSO— [874, 964, 900, 972]
advert-signature: VELVIN & TAYLOR. [1044, 676, 1108, 685]
partnership-notice [966, 570, 1109, 696]
section-heading: IRISH SUMMARY. [50, 934, 123, 944]
advert-heading: SPECIAL. [539, 303, 610, 320]
advert-line: Novelties in Girls' and Ladies' Hats. The "New Princess" and the "Gem," much admired. [508, 355, 641, 372]
advert-line: These Grand Teas are sold by [688, 936, 771, 944]
section-heading: POLITICAL NEWS. [379, 929, 456, 939]
news-paragraph: Mr Ormond says he will contest the Napier seat against all comers. [339, 1066, 496, 1084]
advert-line: JUBILEE GIFT, [703, 896, 756, 906]
divider [503, 831, 646, 834]
advert-title: MR. C. E. SHERRATT [667, 1042, 792, 1055]
advert-line: Customers can select Presents at the time of purchase or keep all their Tickets till July 4th and get one really handsome present. [761, 618, 805, 703]
davies-murphy-advertisement [761, 271, 820, 744]
advert-line: LATEST SHIPMENTS TO HAND CONTAINING FOR MILLINERY DEPARTMENT. [518, 323, 631, 353]
advert-heading: JUBILEE GIFT, [673, 838, 786, 857]
advert-line: ALWAYS IN TOWN [699, 1148, 760, 1156]
news-paragraph: The Opera Comique at Paris took fire on May 25th, and the building was totally destroyed. The fire took place during the first act of "Mignon." It appears that the fire apparatus, which had been put in position for the burning of the palace in the second act, rolled down from its place near the roof and exploded below. In fifteen minutes the stage was a vast furnace. The iron curtain was lowered in front of it. This prevented the fire spreading immediately to the auditorium, and allowed the audience to escape. The victims were almost all singers, fourteen of whom were killed by jumping from the windows, and forty-three were injured. The scenes attending the disaster are described in subsequent despatches as frightful. Twenty bodies, dreadfully mutilated, were taken from the ruins, the remains principally of ballet girls, choristers, and machinists. The remains of three men and two women were found in a stage box, where refuge had been taken from the flames. It was ascertained that many bodies were buried in the upper galleries, where escape was exceedingly difficult. In the afternoon twenty-six bodies, eighteen of ladies, all in full dress, were found lying together at the bottom of the staircase leading from the second storey. These ladies all had escorts at the theatre, but no remains of men were found near where they were burned to death. The work of searching for bodies was resumed at night, when a number more were exhumed. The official statement made on May 26th [177, 612, 332, 880]
advert-line: INDIA, CHINA AND CEYLON, [676, 816, 783, 825]
advert-line: MANCHESTER HOUSE, GERALDINE. [903, 227, 1021, 235]
